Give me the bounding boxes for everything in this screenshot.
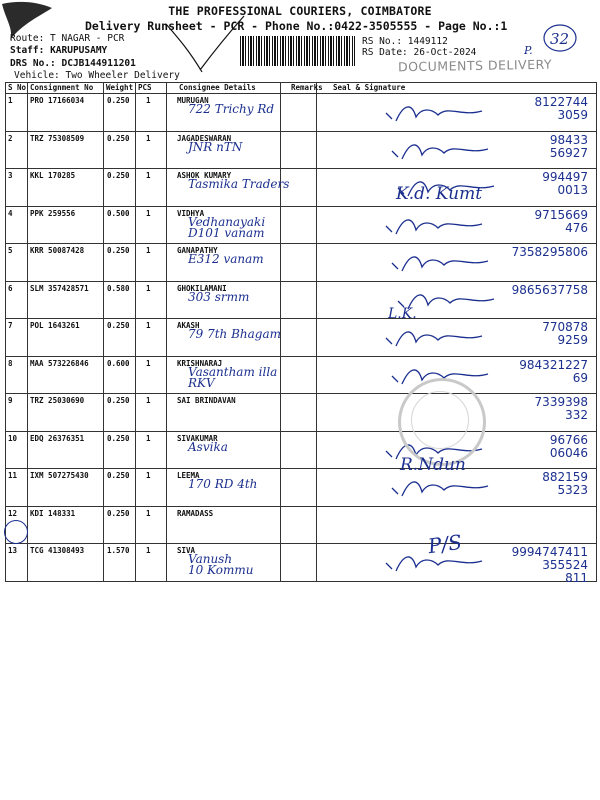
row-remarks [281, 394, 317, 432]
row3-signature: K.d. Kumt [396, 184, 483, 204]
row-pcs: 1 [136, 94, 167, 132]
row-signature-scribble [388, 249, 498, 279]
row-pcs: 1 [136, 356, 167, 394]
company-title: THE PROFESSIONAL COURIERS, COIMBATORE [168, 4, 432, 18]
row-pcs: 1 [136, 206, 167, 244]
row-weight: 0.250 [104, 469, 136, 507]
table-row [6, 206, 597, 244]
row-consignee-name: KRISHNARAJ [167, 356, 281, 394]
row-handwritten-address: JNR nTN [188, 140, 243, 154]
row-weight: 0.250 [104, 244, 136, 282]
row-handwritten-address: Vedhanayaki D101 vanam [188, 215, 266, 240]
row-remarks [281, 281, 317, 319]
row-sno: 8 [6, 356, 28, 394]
row-weight: 0.600 [104, 356, 136, 394]
row-pcs: 1 [136, 469, 167, 507]
row-consignee-name: SIVA [167, 544, 281, 582]
row-consignee-name: VIDHYA [167, 206, 281, 244]
row-signature-scribble [382, 324, 492, 354]
row-sno: 10 [6, 431, 28, 469]
row-signature-scribble [388, 137, 498, 167]
row-remarks [281, 94, 317, 132]
row-pcs: 1 [136, 169, 167, 207]
header-pen-mark [160, 10, 250, 80]
row-weight: 0.500 [104, 206, 136, 244]
svg-text:32: 32 [550, 30, 570, 48]
row-weight: 0.250 [104, 94, 136, 132]
row-consignment: EDQ 26376351 [28, 431, 104, 469]
row-pcs: 1 [136, 281, 167, 319]
row-consignee-name: SIVAKUMAR [167, 431, 281, 469]
row-sno: 11 [6, 469, 28, 507]
row-handwritten-address: Tasmika Traders [188, 177, 290, 191]
row-consignment: KKL 170285 [28, 169, 104, 207]
row-sno: 1 [6, 94, 28, 132]
row-handwritten-phone: 9865637758 [511, 283, 588, 297]
col-consignment: Consignment No [28, 83, 104, 94]
row-handwritten-phone: 8122744 3059 [534, 95, 588, 122]
row-consignee-name: ASHOK KUMARY [167, 169, 281, 207]
staff-line [10, 45, 107, 56]
table-header-row [6, 83, 597, 94]
row-pcs: 1 [136, 506, 167, 544]
row-handwritten-address: Vasantham illa RKV [188, 365, 278, 390]
row-consignment: TRZ 75308509 [28, 131, 104, 169]
row-handwritten-address: 79 7th Bhagam [188, 327, 281, 341]
route-value: T NAGAR - PCR [50, 33, 125, 44]
table-row [6, 319, 597, 357]
row-weight: 0.580 [104, 281, 136, 319]
svg-text:P.: P. [524, 44, 533, 57]
row-consignment: IXM 507275430 [28, 469, 104, 507]
row-weight: 1.570 [104, 544, 136, 582]
row-consignee-name: GHOKILAMANI [167, 281, 281, 319]
row-handwritten-phone: 7358295806 [511, 245, 588, 259]
row-consignment: SLM 357428571 [28, 281, 104, 319]
row-remarks [281, 544, 317, 582]
row-handwritten-phone: 770878 9259 [542, 320, 588, 347]
row-consignee-name: SAI BRINDAVAN [167, 394, 281, 432]
row-handwritten-address: E312 vanam [188, 252, 264, 266]
vehicle-line: Vehicle: Two Wheeler Delivery [14, 70, 180, 81]
table-row [6, 431, 597, 469]
col-consignee: Consignee Details [167, 83, 281, 94]
route-line: Route: T NAGAR - PCR [10, 33, 125, 44]
row-consignment: POL 1643261 [28, 319, 104, 357]
table-row [6, 131, 597, 169]
row-remarks [281, 206, 317, 244]
row-handwritten-address: 170 RD 4th [188, 477, 258, 491]
row-pcs: 1 [136, 244, 167, 282]
row-remarks [281, 356, 317, 394]
row-handwritten-phone: 9994747411 355524 811 [511, 545, 588, 585]
col-pcs: PCS [136, 83, 167, 94]
row-pcs: 1 [136, 544, 167, 582]
row-remarks [281, 319, 317, 357]
delivery-table [5, 82, 597, 582]
table-row [6, 356, 597, 394]
table-row [6, 281, 597, 319]
runsheet-title: Delivery Runsheet - PCR - Phone No.:0422-3505555 - Page No.:1 [85, 19, 508, 33]
row-sno: 6 [6, 281, 28, 319]
table-row [6, 506, 597, 544]
row-signature-scribble [382, 99, 492, 129]
row-weight: 0.250 [104, 431, 136, 469]
row-sno: 4 [6, 206, 28, 244]
barcode [240, 36, 355, 66]
row-consignee-name: MURUGAN [167, 94, 281, 132]
row-signature-scribble [382, 212, 492, 242]
row-pcs: 1 [136, 131, 167, 169]
row-sno: 7 [6, 319, 28, 357]
row-sno: 5 [6, 244, 28, 282]
row-consignment: KRR 50087428 [28, 244, 104, 282]
row-remarks [281, 244, 317, 282]
row-handwritten-address: Vanush 10 Kommu [188, 552, 254, 577]
row-pcs: 1 [136, 431, 167, 469]
row-consignment: TCG 41308493 [28, 544, 104, 582]
row-consignment: TRZ 25030690 [28, 394, 104, 432]
row12-note: P/S [426, 529, 464, 559]
row6-signature: L.K. [388, 306, 417, 322]
row-consignee-name: JAGADESWARAN [167, 131, 281, 169]
row-weight: 0.250 [104, 394, 136, 432]
row-handwritten-phone: 9715669 476 [534, 208, 588, 235]
row-sno: 9 [6, 394, 28, 432]
row-handwritten-address: 722 Trichy Rd [188, 102, 275, 116]
round-seal-stamp [398, 378, 486, 466]
row-consignee-name: AKASH [167, 319, 281, 357]
col-sno: S No [6, 83, 28, 94]
row-consignee-name: LEEMA [167, 469, 281, 507]
row-consignee-name: GANAPATHY [167, 244, 281, 282]
drs-label: DRS No.: [10, 58, 56, 69]
row10-signature: R.Ndun [400, 455, 466, 475]
row-weight: 0.250 [104, 506, 136, 544]
row-weight: 0.250 [104, 319, 136, 357]
row-remarks [281, 469, 317, 507]
row-weight: 0.250 [104, 169, 136, 207]
rs-number: RS No.: 1449112 [362, 36, 448, 47]
row-handwritten-phone: 994497 0013 [542, 170, 588, 197]
row-sno: 13 [6, 544, 28, 582]
drs-line [10, 58, 136, 69]
staff-label: Staff: [10, 45, 45, 56]
table-row [6, 394, 597, 432]
row-signature-scribble [388, 474, 498, 504]
row-remarks [281, 506, 317, 544]
row-sno: 2 [6, 131, 28, 169]
row-consignee-name: RAMADASS [167, 506, 281, 544]
row-handwritten-phone: 96766 06046 [549, 433, 588, 460]
drs-value: DCJB144911201 [61, 58, 136, 69]
row-consignment: PPK 259556 [28, 206, 104, 244]
table-row [6, 94, 597, 132]
table-row [6, 169, 597, 207]
row-sno: 3 [6, 169, 28, 207]
table-row [6, 544, 597, 582]
row-handwritten-phone: 98433 56927 [549, 133, 588, 160]
col-weight: Weight [104, 83, 136, 94]
table-row [6, 469, 597, 507]
row-handwritten-phone: 7339398 332 [534, 395, 588, 422]
row-handwritten-phone: 984321227 69 [519, 358, 588, 385]
row-consignment: PRO 17166034 [28, 94, 104, 132]
row-handwritten-address: Asvika [188, 440, 228, 454]
row-remarks [281, 431, 317, 469]
table-row [6, 244, 597, 282]
rs-date: RS Date: 26-Oct-2024 [362, 47, 477, 58]
row12-circle-mark [4, 520, 28, 544]
documents-delivery-stamp: DOCUMENTS DELIVERY [397, 56, 553, 75]
row-sno: 12 [6, 506, 28, 544]
col-remarks: Remarks [281, 83, 317, 94]
col-signature: Seal & Signature [317, 83, 597, 94]
page-number-mark [520, 20, 580, 60]
row-handwritten-phone: 882159 5323 [542, 470, 588, 497]
row-pcs: 1 [136, 319, 167, 357]
row-consignment: KDI 148331 [28, 506, 104, 544]
row-remarks [281, 131, 317, 169]
row-weight: 0.250 [104, 131, 136, 169]
staff-value: KARUPUSAMY [50, 45, 108, 56]
row-handwritten-address: 303 srmm [188, 290, 250, 304]
row-consignment: MAA 573226846 [28, 356, 104, 394]
row-pcs: 1 [136, 394, 167, 432]
